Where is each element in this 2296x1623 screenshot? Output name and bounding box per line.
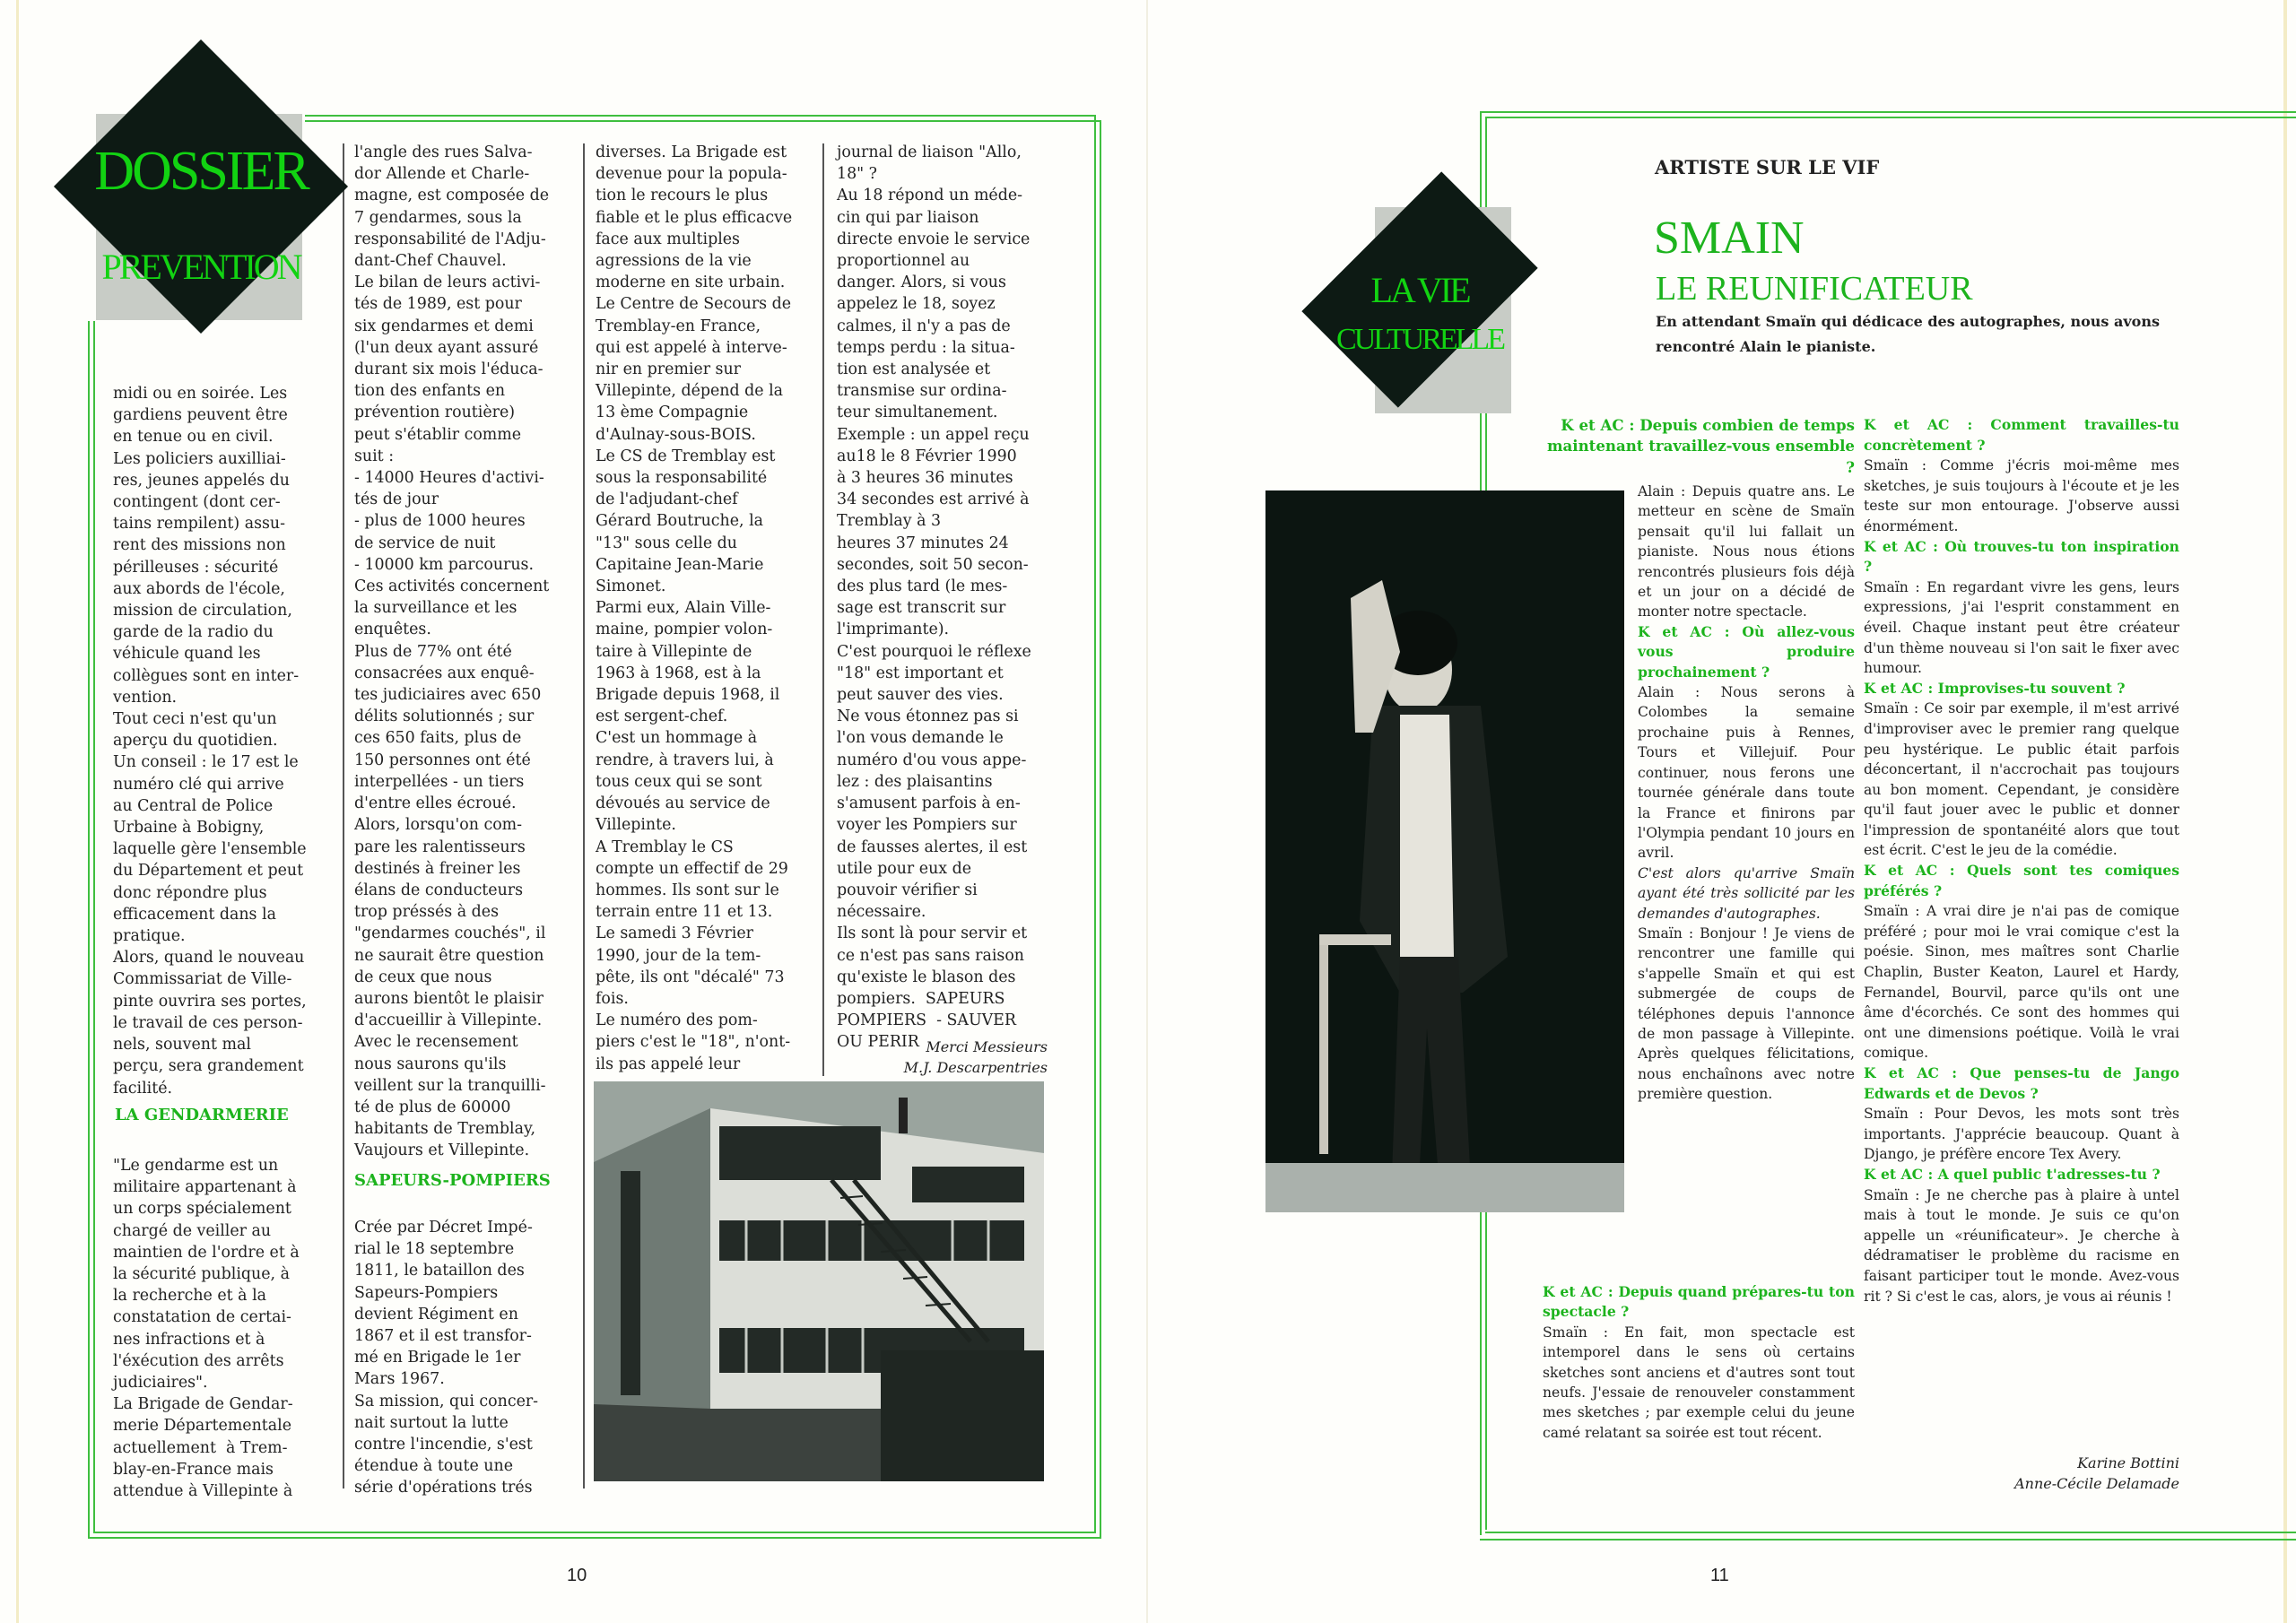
- frame-left-inner: [93, 321, 95, 1533]
- interview-signature: [1937, 1453, 2179, 1494]
- signature-line-2: Anne-Cécile Delamade: [2014, 1475, 2179, 1492]
- signature-line-1: Karine Bottini: [2077, 1454, 2179, 1471]
- page-edge: [16, 0, 19, 1623]
- article-column-2: l'angle des rues Salva- dor Allende et Charle- magne, est composée de 7 gendarmes, sous la responsabilité de l'Adju- dant-Chef Chauvel. Le bilan de leurs activi- tés de 1989, est pour six gendarmes et demi (l'un deux ayant assuré durant six mois l'éduca- tion des enfants en prévention routière) peut s'établir comme suit : - 14000 Heures d'activi- tés de jour - plus de 1000 heures de service de nuit - 10000 km parcourus. Ces activités concernent la surveillance et les enquêtes. Plus de 77% ont été consacrées aux enquê- tes judiciaires avec 650 délits solutionnés ; sur ces 650 faits, plus de 150 personnes ont été interpellées - un tiers d'entre elles écroué. Alors, lorsqu'on com- pare les ralentisseurs destinés à freiner les élans de conducteurs trop préssés à des "gendarmes couchés", il ne saurait être question de ceux que nous aurons bientôt le plaisir d'accueillir à Villepinte. Avec le recensement nous saurons qu'ils veillent sur la tranquilli- té de plus de 60000 habitants de Tremblay, Vaujours et Villepinte.: [354, 143, 550, 1160]
- article-signature: [837, 1037, 1048, 1078]
- interview-answer: Smaïn : A vrai dire je n'ai pas de comique préféré ; pour moi le vrai comique c'est la poésie. Sinon, mes maîtres sont Charlie Chaplin, Buster Keaton, Laurel et Hardy, Fernandel, Bourvil, parce qu'ils ont une âme d'écorchés. Ce sont des hommes qui ont une dimensions poétique. Voilà le vrai comique.: [1864, 903, 2179, 1062]
- page-edge: [2283, 0, 2287, 1623]
- interview-question: K et AC : Où allez-vous vous produire prochainement ?: [1638, 622, 1855, 681]
- badge-line-2: PREVENTION: [101, 247, 300, 287]
- article-column-1b: "Le gendarme est un militaire appartenant à un corps spécialement chargé de veiller au maintien de l'ordre et à la sécurité publique, à la recherche et à la constatation de certai- nes infractions et à l'éxécution des arrêts judiciaires". La Brigade de Gendar- merie Départementale actuellement à Trem- blay-en-France mais attendue à Villepinte à: [113, 1157, 300, 1501]
- frame-top-inner: [1485, 117, 2296, 118]
- interview-question: K et AC : Depuis combien de temps maintenant travaillez-vous ensemble ?: [1547, 416, 1855, 476]
- section-heading-sapeurs-pompiers: SAPEURS-POMPIERS: [354, 1171, 551, 1190]
- right-page: [1148, 0, 2296, 1623]
- interview-answer: Alain : Depuis quatre ans. Le metteur en scène de Smaïn pensait qu'il lui fallait un pianiste. Nous nous étions rencontrés plusieurs fois déjà et un jour on a décidé de monter notre spectacle.: [1638, 483, 1855, 621]
- frame-top-outer: [1480, 111, 2296, 113]
- column-divider: [822, 143, 824, 1076]
- interview-answer: Smaïn : Ce soir par exemple, il m'est arrivé d'improviser avec le premier rang quelque peu hystérique. Le public était parfois déconcertant, il n'accrochait pas toujours au bon moment. Cependant, je considère qu'il faut jouer avec le public et donner l'impression de spontanéité alors que tout est écrit. C'est le jeu de la comédie.: [1864, 700, 2179, 859]
- frame-right-outer: [1100, 120, 1101, 1539]
- interview-question: K et AC : Improvises-tu souvent ?: [1864, 679, 2126, 697]
- interview-answer: Smaïn : En regardant vivre les gens, leurs expressions, j'ai l'esprit constamment en éveil. Chaque instant peut être créateur d'un thème nouveau si l'on sait le fixer avec humour.: [1864, 578, 2179, 677]
- smain-stage-photo: [1265, 490, 1624, 1212]
- article-subtitle: LE REUNIFICATEUR: [1656, 270, 1973, 308]
- frame-top-outer: [305, 120, 1100, 122]
- column-divider: [343, 143, 344, 1488]
- frame-right-inner: [1094, 115, 1096, 1533]
- fire-building-photo: [594, 1081, 1044, 1481]
- interview-question: K et AC : A quel public t'adresses-tu ?: [1864, 1165, 2161, 1183]
- interview-question: K et AC : Que penses-tu de Jango Edwards et de Devos ?: [1864, 1064, 2179, 1102]
- frame-bottom-inner: [93, 1532, 1096, 1533]
- interview-column-left-beside-photo: [1638, 482, 1855, 1105]
- interview-answer: Smaïn : Bonjour ! Je viens de rencontrer une famille qui s'appelle Smaïn et qui est submergée de coups de téléphones depuis l'annonce de mon passage à Villepinte. Après quelques félicitations, nous enchaînons avec notre première question.: [1638, 924, 1855, 1103]
- signature-line-2: M.J. Descarpentries: [903, 1059, 1048, 1076]
- interview-answer: Smaïn : En fait, mon spectacle est intemporel dans le sens où certains sketches sont anciens et d'autres sont tout neufs. J'essaie de renouveler constamment mes sketches ; par exemple celui du jeune camé relatant sa soirée est tout récent.: [1543, 1324, 1855, 1441]
- interview-column-left-bottom: [1543, 1282, 1855, 1443]
- badge-line-2: CULTURELLE: [1336, 323, 1503, 356]
- article-intro: En attendant Smaïn qui dédicace des autographes, nous avons rencontré Alain le pianiste.: [1656, 313, 2160, 355]
- interview-answer: Alain : Nous serons à Colombes la semaine prochaine puis à Rennes, Tours et Villejuif. Pour continuer, nous ferons une tournée générale dans toute la France et finirons par l'Olympia pendant 10 jours en avril.: [1638, 684, 1855, 862]
- article-column-3: diverses. La Brigade est devenue pour la popula- tion le recours le plus fiable et le plus efficacve face aux multiples agressions de la vie moderne en site urbain. Le Centre de Secours de Tremblay-en France, qui est appelé à interve- nir en premier sur Villepinte, dépend de la 13 ème Compagnie d'Aulnay-sous-BOIS. Le CS de Tremblay est sous la responsabilité de l'adjudant-chef Gérard Boutruche, la "13" sous celle du Capitaine Jean-Marie Simonet. Parmi eux, Alain Ville- maine, pompier volon- taire à Villepinte de 1963 à 1968, est à la Brigade depuis 1968, il est sergent-chef. C'est un hommage à rendre, à travers lui, à tous ceux qui se sont dévoués au service de Villepinte. A Tremblay le CS compte un effectif de 29 hommes. Ils sont sur le terrain entre 11 et 13. Le samedi 3 Février 1990, jour de la tem- pête, ils ont "décalé" 73 fois. Le numéro des pom- piers c'est le "18", n'ont- ils pas appelé leur: [596, 143, 793, 1073]
- frame-bottom-inner: [1485, 1532, 2296, 1533]
- interview-question: K et AC : Où trouves-tu ton inspiration ?: [1864, 537, 2179, 576]
- frame-left-outer: [88, 321, 90, 1539]
- section-heading-gendarmerie: LA GENDARMERIE: [115, 1106, 289, 1124]
- article-kicker: ARTISTE SUR LE VIF: [1655, 156, 1880, 178]
- column-divider: [583, 143, 585, 1488]
- interview-column-right: [1864, 415, 2179, 1306]
- signature-line-1: Merci Messieurs: [926, 1038, 1048, 1055]
- frame-bottom-outer: [1480, 1539, 2296, 1541]
- interview-question: K et AC : Comment travailles-tu concrètement ?: [1864, 416, 2179, 454]
- interview-column-left: [1543, 415, 1855, 478]
- interview-answer: Smaïn : Pour Devos, les mots sont très importants. J'apprécie beaucoup. Quant à Django, je préfère encore Tex Avery.: [1864, 1106, 2179, 1163]
- interview-answer: Smaïn : Je ne cherche pas à plaire à untel mais à tout le monde. Je suis ce qu'on appelle un «réunificateur». Je cherche à dédramatiser le problème du racisme en faisant participer tout le monde. Avez-vous rit ? Si c'est le cas, alors, je vous ai réunis !: [1864, 1186, 2179, 1305]
- page-number: 10: [567, 1566, 587, 1585]
- badge-line-1: LA VIE: [1370, 270, 1469, 310]
- interview-narration: C'est alors qu'arrive Smaïn ayant été très sollicité par les demandes d'autographes.: [1638, 864, 1855, 922]
- article-column-4: journal de liaison "Allo, 18" ? Au 18 répond un méde- cin qui par liaison directe envoie le service proportionnel au danger. Alors, si vous appelez le 18, soyez calmes, il n'y a pas de temps perdu : la situa- tion est analysée et transmise sur ordina- teur simultanement. Exemple : un appel reçu au18 le 8 Février 1990 à 3 heures 36 minutes 34 secondes est arrivé à Tremblay à 3 heures 37 minutes 24 secondes, soit 50 secon- des plus tard (le mes- sage est transcrit sur l'imprimante). C'est pourquoi le réflexe "18" est important et peut sauver des vies. Ne vous étonnez pas si l'on vous demande le numéro d'ou vous appe- lez : des plaisantins s'amusent parfois à en- voyer les Pompiers sur de fausses alertes, il est utile pour eux de pouvoir vérifier si nécessaire. Ils sont là pour servir et ce n'est pas sans raison qu'existe le blason des pompiers. SAPEURS POMPIERS - SAUVER OU PERIR: [837, 143, 1031, 1052]
- interview-answer: Smaïn : Comme j'écris moi-même mes sketches, je suis toujours à l'écoute et je les teste sur mon entourage. J'observe aussi énormément.: [1864, 457, 2179, 534]
- article-title: SMAIN: [1654, 213, 1805, 264]
- page-number: 11: [1710, 1566, 1729, 1585]
- interview-question: K et AC : Quels sont tes comiques préférés ?: [1864, 862, 2179, 899]
- badge-line-1: DOSSIER: [94, 141, 308, 202]
- frame-bottom-outer: [88, 1537, 1101, 1539]
- interview-question: K et AC : Depuis quand prépares-tu ton spectacle ?: [1543, 1283, 1855, 1321]
- frame-top-inner: [305, 115, 1094, 117]
- article-column-1: midi ou en soirée. Les gardiens peuvent être en tenue ou en civil. Les policiers auxilliai- res, jeunes appelés du contingent (dont cer- tains rempilent) assu- rent des missions non périlleuses : sécurité aux abords de l'école, mission de circulation, garde de la radio du véhicule quand les collègues sont en inter- vention. Tout ceci n'est qu'un aperçu du quotidien. Un conseil : le 17 est le numéro clé qui arrive au Central de Police Urbaine à Bobigny, laquelle gère l'ensemble du Département et peut donc répondre plus efficacement dans la pratique. Alors, quand le nouveau Commissariat de Ville- pinte ouvrira ses portes, le travail de ces person- nels, souvent mal perçu, sera grandement facilité.: [113, 385, 307, 1098]
- article-column-2b: Crée par Décret Impé- rial le 18 septembre 1811, le bataillon des Sapeurs-Pompiers devient Régiment en 1867 et il est transfor- mé en Brigade le 1er Mars 1967. Sa mission, qui concer- nait surtout la lutte contre l'incendie, s'est étendue à toute une série d'opérations trés: [354, 1219, 539, 1497]
